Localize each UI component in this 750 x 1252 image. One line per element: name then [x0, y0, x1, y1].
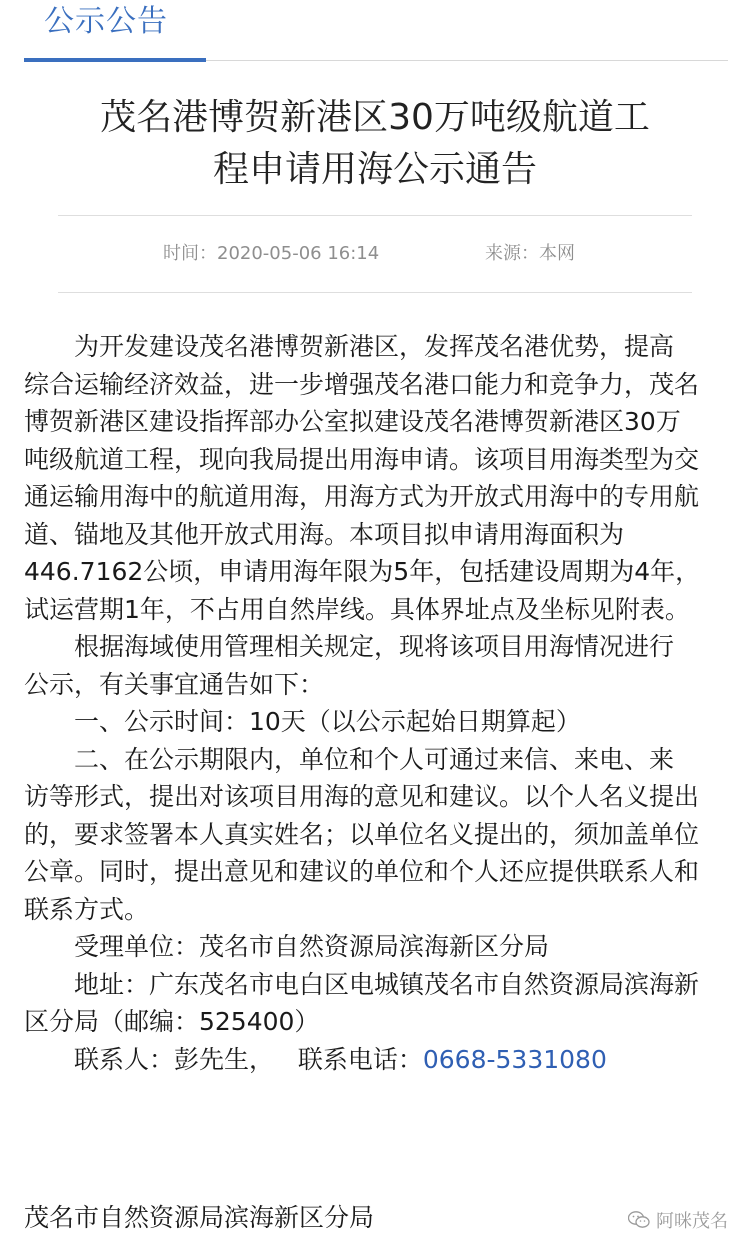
body-line: 道、锚地及其他开放式用海。本项目拟申请用海面积为 — [24, 519, 625, 549]
footer-organization: 茂名市自然资源局滨海新区分局 — [24, 1203, 375, 1232]
body-line: 试运营期1年，不占用自然岸线。具体界址点及坐标见附表。 — [24, 594, 690, 624]
body-line: 地址：广东茂名市电白区电城镇茂名市自然资源局滨海新 — [74, 969, 700, 999]
contact-line — [24, 1041, 714, 1079]
body-line: 吨级航道工程，现向我局提出用海申请。该项目用海类型为交 — [24, 444, 700, 474]
body-line: 公章。同时，提出意见和建议的单位和个人还应提供联系人和 — [24, 857, 700, 886]
header-divider — [206, 60, 728, 61]
article-source-value: 本网 — [539, 243, 575, 264]
publish-time-label: 时间： — [163, 243, 217, 264]
title-divider — [58, 215, 692, 216]
body-line: 区分局（邮编：525400） — [24, 1007, 320, 1036]
meta-divider — [58, 292, 692, 293]
article-source-label: 来源： — [485, 243, 539, 264]
contact-person: 联系人：彭先生， — [74, 1044, 275, 1074]
body-line: 博贺新港区建设指挥部办公室拟建设茂名港博贺新港区30万 — [24, 407, 681, 436]
body-line: 的，要求签署本人真实姓名；以单位名义提出的，须加盖单位 — [24, 819, 700, 849]
body-line: 受理单位：茂名市自然资源局滨海新区分局 — [74, 932, 550, 961]
section-tab-underline — [24, 58, 206, 62]
body-line: 446.7162公顷，申请用海年限为5年，包括建设周期为4年， — [24, 557, 701, 586]
body-line: 公示，有关事宜通告如下： — [24, 669, 325, 699]
body-line: 为开发建设茂名港博贺新港区，发挥茂名港优势，提高 — [74, 332, 675, 361]
publish-time-value: 2020-05-06 16:14 — [217, 243, 380, 264]
body-line: 访等形式，提出对该项目用海的意见和建议。以个人名义提出 — [24, 782, 700, 811]
section-tab[interactable]: 公示公告 — [44, 4, 168, 39]
article-title-line-1: 茂名港博贺新港区30万吨级航道工 — [100, 97, 650, 138]
body-line: 二、在公示期限内，单位和个人可通过来信、来电、来 — [74, 744, 675, 774]
watermark-text: 阿咪茂名 — [656, 1211, 728, 1232]
wechat-icon — [628, 1210, 650, 1230]
watermark — [628, 1206, 728, 1234]
body-line: 一、公示时间：10天（以公示起始日期算起） — [74, 707, 581, 736]
article-title — [40, 92, 710, 196]
article-body — [24, 328, 714, 1078]
body-line: 联系方式。 — [24, 894, 150, 924]
body-line: 通运输用海中的航道用海，用海方式为开放式用海中的专用航 — [24, 482, 700, 511]
publish-time — [163, 240, 379, 268]
article-title-line-2: 程申请用海公示通告 — [212, 149, 537, 190]
phone-label: 联系电话： — [297, 1044, 423, 1074]
body-line: 根据海域使用管理相关规定，现将该项目用海情况进行 — [74, 632, 675, 661]
article-source — [485, 240, 575, 268]
phone-link[interactable]: 0668-5331080 — [422, 1044, 607, 1074]
body-line: 综合运输经济效益，进一步增强茂名港口能力和竞争力，茂名 — [24, 369, 700, 399]
